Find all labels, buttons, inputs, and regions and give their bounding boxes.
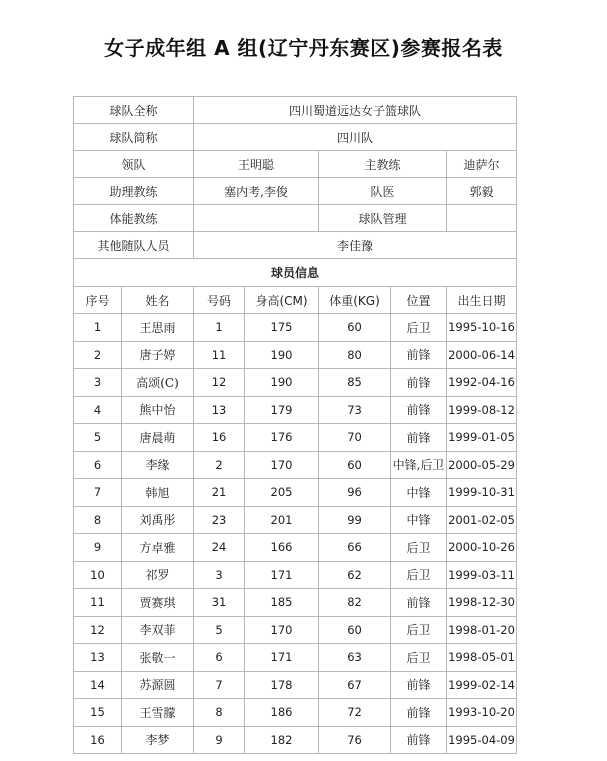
head-coach-value: 迪萨尔 xyxy=(447,151,517,178)
player-birth-date: 2001-02-05 xyxy=(447,506,517,534)
player-weight: 60 xyxy=(319,616,391,644)
player-position: 中锋 xyxy=(391,479,447,507)
player-weight: 67 xyxy=(319,671,391,699)
player-number: 2 xyxy=(194,451,245,479)
player-number: 3 xyxy=(194,561,245,589)
team-manager-value xyxy=(447,205,517,232)
player-height: 190 xyxy=(245,341,319,369)
team-manager-label: 球队管理 xyxy=(319,205,447,232)
player-number: 11 xyxy=(194,341,245,369)
assistant-coach-label: 助理教练 xyxy=(74,178,194,205)
player-position: 前锋 xyxy=(391,699,447,727)
player-weight: 60 xyxy=(319,451,391,479)
player-weight: 73 xyxy=(319,396,391,424)
team-full-name-value: 四川蜀道远达女子篮球队 xyxy=(194,97,517,124)
player-height: 185 xyxy=(245,589,319,617)
player-weight: 99 xyxy=(319,506,391,534)
player-position: 前锋 xyxy=(391,671,447,699)
fitness-coach-label: 体能教练 xyxy=(74,205,194,232)
player-height: 171 xyxy=(245,561,319,589)
player-height: 176 xyxy=(245,424,319,452)
table-row xyxy=(74,396,517,424)
column-header: 号码 xyxy=(194,287,245,314)
player-position: 前锋 xyxy=(391,589,447,617)
table-row xyxy=(74,479,517,507)
player-birth-date: 1999-10-31 xyxy=(447,479,517,507)
player-position: 后卫 xyxy=(391,534,447,562)
player-name: 贾赛琪 xyxy=(122,589,194,617)
player-number: 23 xyxy=(194,506,245,534)
player-index: 6 xyxy=(74,451,122,479)
player-name: 刘禹彤 xyxy=(122,506,194,534)
player-number: 12 xyxy=(194,369,245,397)
player-height: 201 xyxy=(245,506,319,534)
column-header: 身高(CM) xyxy=(245,287,319,314)
column-header: 位置 xyxy=(391,287,447,314)
fitness-coach-value xyxy=(194,205,319,232)
player-name: 王雪朦 xyxy=(122,699,194,727)
assistant-doctor-row xyxy=(74,178,517,205)
player-name: 李缘 xyxy=(122,451,194,479)
player-name: 唐子婷 xyxy=(122,341,194,369)
player-name: 王思雨 xyxy=(122,314,194,342)
player-weight: 80 xyxy=(319,341,391,369)
player-index: 11 xyxy=(74,589,122,617)
player-birth-date: 1995-04-09 xyxy=(447,726,517,754)
player-number: 7 xyxy=(194,671,245,699)
player-index: 13 xyxy=(74,644,122,672)
player-name: 熊中怡 xyxy=(122,396,194,424)
leader-label: 领队 xyxy=(74,151,194,178)
player-index: 16 xyxy=(74,726,122,754)
fitness-manager-row xyxy=(74,205,517,232)
player-position: 中锋 xyxy=(391,506,447,534)
page-title: 女子成年组 A 组(辽宁丹东赛区)参赛报名表 xyxy=(104,36,503,60)
player-number: 24 xyxy=(194,534,245,562)
player-index: 14 xyxy=(74,671,122,699)
team-doctor-label: 队医 xyxy=(319,178,447,205)
head-coach-label: 主教练 xyxy=(319,151,447,178)
player-index: 7 xyxy=(74,479,122,507)
player-weight: 60 xyxy=(319,314,391,342)
leader-coach-row xyxy=(74,151,517,178)
player-height: 171 xyxy=(245,644,319,672)
table-row xyxy=(74,644,517,672)
player-birth-date: 2000-05-29 xyxy=(447,451,517,479)
player-weight: 72 xyxy=(319,699,391,727)
player-weight: 63 xyxy=(319,644,391,672)
team-full-name-label: 球队全称 xyxy=(74,97,194,124)
player-index: 1 xyxy=(74,314,122,342)
column-header-row xyxy=(74,287,517,314)
player-weight: 62 xyxy=(319,561,391,589)
team-doctor-value: 郭毅 xyxy=(447,178,517,205)
table-row xyxy=(74,589,517,617)
team-short-name-label: 球队简称 xyxy=(74,124,194,151)
player-position: 后卫 xyxy=(391,561,447,589)
player-birth-date: 1998-01-20 xyxy=(447,616,517,644)
player-index: 4 xyxy=(74,396,122,424)
column-header: 体重(KG) xyxy=(319,287,391,314)
player-birth-date: 1998-12-30 xyxy=(447,589,517,617)
player-weight: 96 xyxy=(319,479,391,507)
team-full-name-row xyxy=(74,97,517,124)
player-section-row xyxy=(74,259,517,287)
player-number: 21 xyxy=(194,479,245,507)
player-height: 182 xyxy=(245,726,319,754)
player-birth-date: 1998-05-01 xyxy=(447,644,517,672)
player-index: 12 xyxy=(74,616,122,644)
player-position: 后卫 xyxy=(391,644,447,672)
player-rows xyxy=(74,314,517,754)
column-header: 姓名 xyxy=(122,287,194,314)
player-height: 170 xyxy=(245,451,319,479)
player-name: 祁罗 xyxy=(122,561,194,589)
table-row xyxy=(74,726,517,754)
player-name: 苏源圆 xyxy=(122,671,194,699)
player-number: 8 xyxy=(194,699,245,727)
player-number: 5 xyxy=(194,616,245,644)
column-header: 序号 xyxy=(74,287,122,314)
other-staff-label: 其他随队人员 xyxy=(74,232,194,259)
table-row xyxy=(74,341,517,369)
team-short-name-row xyxy=(74,124,517,151)
table-row xyxy=(74,506,517,534)
player-birth-date: 2000-06-14 xyxy=(447,341,517,369)
player-position: 前锋 xyxy=(391,369,447,397)
player-index: 15 xyxy=(74,699,122,727)
player-height: 190 xyxy=(245,369,319,397)
player-name: 高颂(C) xyxy=(122,369,194,397)
player-position: 前锋 xyxy=(391,424,447,452)
other-staff-row xyxy=(74,232,517,259)
player-birth-date: 1999-02-14 xyxy=(447,671,517,699)
table-row xyxy=(74,561,517,589)
team-short-name-value: 四川队 xyxy=(194,124,517,151)
player-height: 179 xyxy=(245,396,319,424)
player-weight: 66 xyxy=(319,534,391,562)
player-number: 9 xyxy=(194,726,245,754)
player-number: 16 xyxy=(194,424,245,452)
player-name: 方卓雅 xyxy=(122,534,194,562)
player-birth-date: 1995-10-16 xyxy=(447,314,517,342)
player-index: 8 xyxy=(74,506,122,534)
column-header: 出生日期 xyxy=(447,287,517,314)
player-name: 李梦 xyxy=(122,726,194,754)
table-row xyxy=(74,451,517,479)
player-index: 9 xyxy=(74,534,122,562)
player-name: 李双菲 xyxy=(122,616,194,644)
player-position: 前锋 xyxy=(391,726,447,754)
player-position: 中锋,后卫 xyxy=(391,451,447,479)
player-height: 175 xyxy=(245,314,319,342)
player-birth-date: 1993-10-20 xyxy=(447,699,517,727)
registration-table xyxy=(73,96,517,754)
player-weight: 82 xyxy=(319,589,391,617)
player-position: 后卫 xyxy=(391,314,447,342)
player-number: 13 xyxy=(194,396,245,424)
assistant-coach-value: 塞内考,李俊 xyxy=(194,178,319,205)
player-weight: 85 xyxy=(319,369,391,397)
player-index: 2 xyxy=(74,341,122,369)
player-name: 韩旭 xyxy=(122,479,194,507)
player-birth-date: 1999-03-11 xyxy=(447,561,517,589)
player-birth-date: 2000-10-26 xyxy=(447,534,517,562)
table-row xyxy=(74,534,517,562)
player-number: 1 xyxy=(194,314,245,342)
player-height: 205 xyxy=(245,479,319,507)
table-row xyxy=(74,424,517,452)
leader-value: 王明聪 xyxy=(194,151,319,178)
table-row xyxy=(74,699,517,727)
table-row xyxy=(74,616,517,644)
player-number: 6 xyxy=(194,644,245,672)
player-name: 唐晨萌 xyxy=(122,424,194,452)
player-height: 170 xyxy=(245,616,319,644)
player-index: 10 xyxy=(74,561,122,589)
player-index: 5 xyxy=(74,424,122,452)
player-height: 186 xyxy=(245,699,319,727)
table-row xyxy=(74,671,517,699)
player-birth-date: 1992-04-16 xyxy=(447,369,517,397)
table-row xyxy=(74,369,517,397)
player-position: 后卫 xyxy=(391,616,447,644)
player-weight: 70 xyxy=(319,424,391,452)
player-section-title: 球员信息 xyxy=(74,259,517,287)
player-birth-date: 1999-01-05 xyxy=(447,424,517,452)
player-position: 前锋 xyxy=(391,396,447,424)
player-weight: 76 xyxy=(319,726,391,754)
player-index: 3 xyxy=(74,369,122,397)
table-row xyxy=(74,314,517,342)
other-staff-value: 李佳豫 xyxy=(194,232,517,259)
player-height: 166 xyxy=(245,534,319,562)
player-name: 张敬一 xyxy=(122,644,194,672)
player-height: 178 xyxy=(245,671,319,699)
player-birth-date: 1999-08-12 xyxy=(447,396,517,424)
player-position: 前锋 xyxy=(391,341,447,369)
player-number: 31 xyxy=(194,589,245,617)
